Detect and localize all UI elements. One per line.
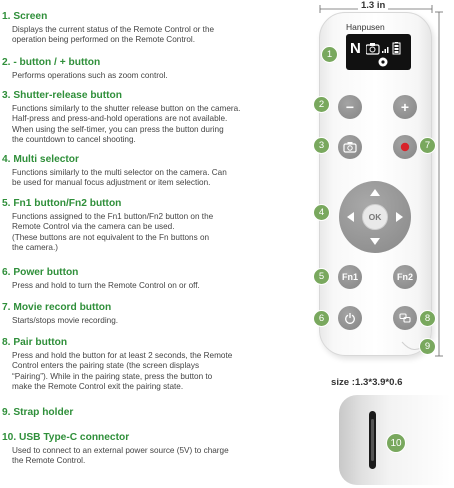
callout-6: 6 (313, 310, 330, 327)
legend-title: 9. Strap holder (2, 407, 74, 418)
legend-item-multi-selector (2, 154, 297, 189)
legend-title: 10. USB Type-C connector (2, 432, 130, 443)
legend-desc: Press and hold to turn the Remote Control on or off. (12, 281, 200, 290)
legend-title: 6. Power button (2, 267, 79, 278)
legend-desc: Performs operations such as zoom control. (12, 71, 168, 80)
legend-item-fn (2, 198, 297, 254)
legend-desc: Starts/stops movie recording. (12, 316, 119, 325)
legend-desc: Functions similarly to the multi selector on the camera. Can be used for manual focus adjustment or item selection. (12, 168, 227, 188)
callout-10: 10 (386, 433, 406, 453)
fn2-button[interactable]: Fn2 (393, 265, 417, 289)
legend-item-screen (2, 11, 297, 46)
legend-desc: Displays the current status of the Remote Control or the operation being performed on the Remote Control. (12, 25, 215, 45)
legend-desc: Press and hold the button for at least 2 seconds, the Remote Control enters the pairing state (the screen displays “Pairing”). While in the pairing state, press the button to make the Remote Control exit the pairing state. (12, 351, 233, 392)
pair-button[interactable] (393, 306, 417, 330)
power-button[interactable] (338, 306, 362, 330)
legend-item-usb (2, 432, 297, 467)
camera-icon (366, 43, 379, 54)
signal-icon (382, 47, 389, 53)
callout-9: 9 (419, 338, 436, 355)
callout-2: 2 (313, 96, 330, 113)
width-label: 1.3 in (358, 0, 388, 11)
arrow-up-icon (370, 189, 380, 196)
arrow-right-icon (396, 212, 403, 222)
legend-title: 3. Shutter-release button (2, 90, 123, 101)
battery-icon (393, 42, 400, 54)
legend-title: 2. - button / + button (2, 57, 101, 68)
legend-title: 4. Multi selector (2, 154, 79, 165)
aperture-icon (379, 58, 388, 67)
remote-screen (346, 34, 411, 70)
screen-status-icons (366, 42, 410, 68)
legend-item-power (2, 267, 297, 291)
legend-desc: Functions assigned to the Fn1 button/Fn2 button on the Remote Control via the camera can be used. (These buttons are not equivalent to the Fn buttons on the camera.) (12, 212, 214, 253)
usb-c-port-tongue (371, 419, 374, 461)
minus-button[interactable]: − (338, 95, 362, 119)
legend-item-strap (2, 407, 297, 419)
arrow-down-icon (370, 238, 380, 245)
pair-icon (399, 313, 411, 323)
callout-4: 4 (313, 204, 330, 221)
legend-title: 5. Fn1 button/Fn2 button (2, 198, 122, 209)
callout-7: 7 (419, 137, 436, 154)
movie-record-button[interactable] (393, 135, 417, 159)
legend-title: 8. Pair button (2, 337, 68, 348)
camera-icon (343, 141, 357, 153)
callout-1: 1 (321, 46, 338, 63)
legend-item-movie (2, 302, 297, 326)
record-dot-icon (400, 142, 410, 152)
screen-letter: N (350, 40, 361, 57)
plus-button[interactable]: + (393, 95, 417, 119)
legend-item-pair (2, 337, 297, 393)
legend-desc: Used to connect to an external power source (5V) to charge the Remote Control. (12, 446, 229, 466)
arrow-left-icon (347, 212, 354, 222)
legend-title: 7. Movie record button (2, 302, 112, 313)
callout-8: 8 (419, 310, 436, 327)
callout-5: 5 (313, 268, 330, 285)
ok-button[interactable]: OK (362, 204, 388, 230)
fn1-button[interactable]: Fn1 (338, 265, 362, 289)
callout-3: 3 (313, 137, 330, 154)
size-label: size :1.3*3.9*0.6 (331, 377, 403, 388)
power-icon (344, 312, 356, 324)
legend-desc: Functions similarly to the shutter release button on the camera. Half-press and press-and-hold operations are not available. When using the self-timer, you can press the button during the countdown to cancel shooting. (12, 104, 241, 145)
legend-title: 1. Screen (2, 11, 48, 22)
legend-item-shutter (2, 90, 297, 146)
height-dimension-line (432, 10, 446, 360)
shutter-button[interactable] (338, 135, 362, 159)
legend-item-minus-plus (2, 57, 297, 81)
brand-label: Hanpusen (346, 22, 385, 32)
